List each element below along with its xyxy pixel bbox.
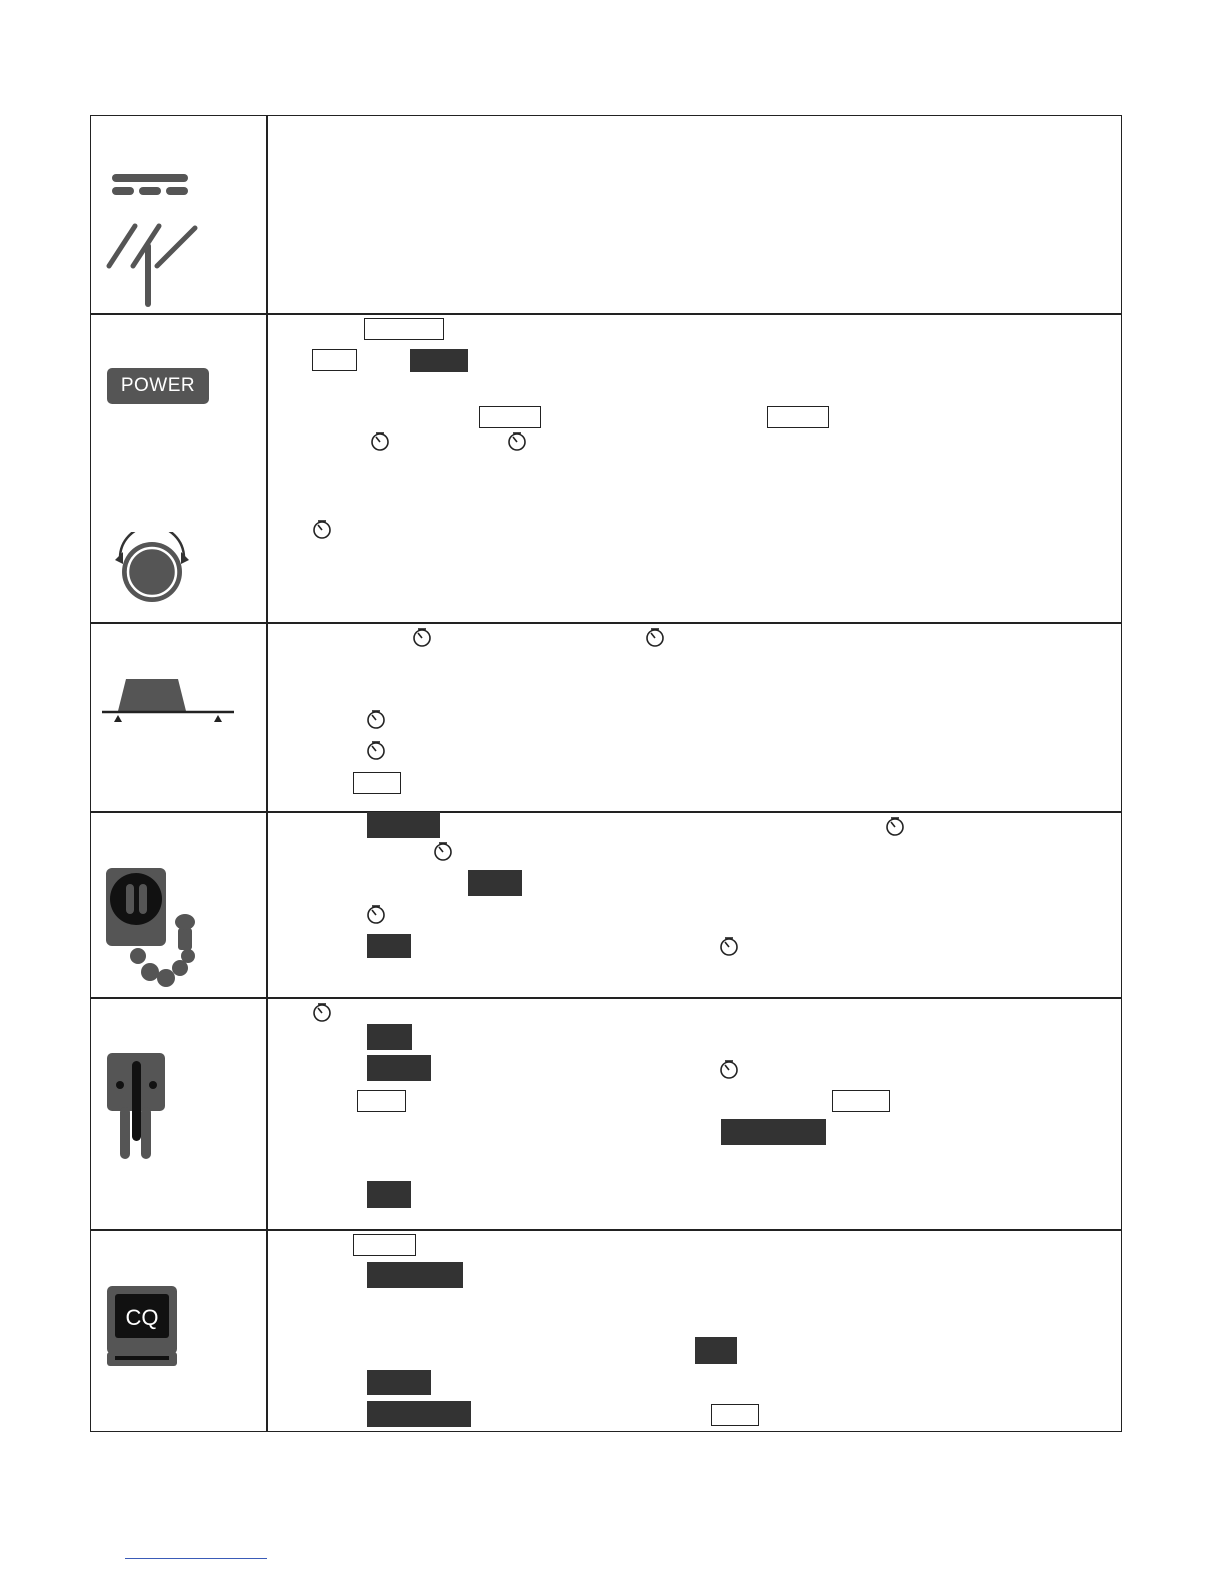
dial-icon — [412, 627, 432, 647]
dial-icon — [312, 1002, 332, 1022]
key-filled — [367, 1370, 431, 1395]
key-filled — [721, 1119, 826, 1145]
dial-icon — [885, 816, 905, 836]
dial-icon — [312, 519, 332, 539]
dc-symbol-icon — [110, 172, 190, 198]
antenna-icon — [105, 222, 200, 308]
key-outline — [312, 349, 357, 371]
row-divider — [91, 1229, 1121, 1231]
power-button-icon: POWER — [107, 368, 209, 404]
key-filled — [367, 1055, 431, 1081]
key-filled — [367, 1262, 463, 1288]
key-filled — [367, 812, 440, 838]
key-outline — [353, 772, 401, 794]
dial-icon — [366, 740, 386, 760]
key-filled — [410, 349, 468, 372]
key-filled — [695, 1337, 737, 1364]
dial-icon — [366, 904, 386, 924]
key-filled — [367, 1181, 411, 1208]
key-outline — [479, 406, 541, 428]
dial-icon — [433, 841, 453, 861]
key-filled — [367, 1024, 412, 1050]
dial-icon — [366, 709, 386, 729]
key-outline — [767, 406, 829, 428]
key-filled — [367, 1401, 471, 1427]
dial-icon — [719, 936, 739, 956]
hand-microphone-icon — [104, 866, 200, 988]
dial-icon — [507, 431, 527, 451]
key-filled — [367, 934, 411, 958]
key-outline — [353, 1234, 416, 1256]
tuning-knob-icon — [112, 532, 192, 608]
key-outline — [364, 318, 444, 340]
filter-passband-icon — [100, 676, 236, 724]
reference-table — [90, 115, 1122, 1432]
row-divider — [91, 313, 1121, 315]
footer-link-underline[interactable] — [125, 1558, 267, 1559]
key-outline — [832, 1090, 890, 1112]
row-divider — [91, 622, 1121, 624]
row-divider — [91, 997, 1121, 999]
key-outline — [357, 1090, 406, 1112]
key-outline — [711, 1404, 759, 1426]
dial-icon — [719, 1059, 739, 1079]
dial-icon — [645, 627, 665, 647]
ptt-key-icon — [105, 1051, 169, 1161]
svg-text:CQ: CQ — [125, 1305, 159, 1330]
cq-monitor-icon — [105, 1284, 179, 1368]
dial-icon — [370, 431, 390, 451]
row-divider — [91, 811, 1121, 813]
key-filled — [468, 870, 522, 896]
